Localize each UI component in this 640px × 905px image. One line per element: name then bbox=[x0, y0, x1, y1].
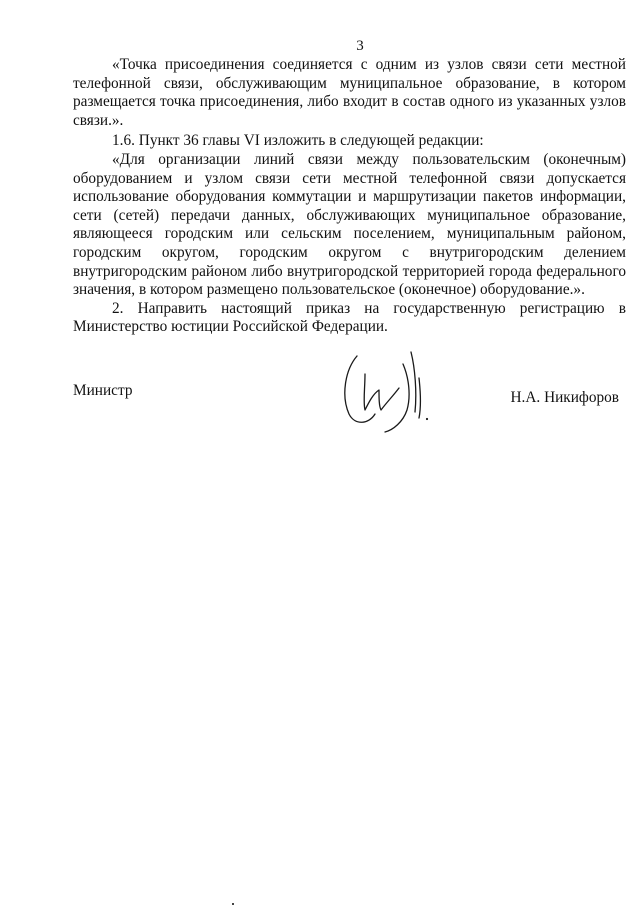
paragraph-connection-point: «Точка присоединения соединяется с одним из узлов связи сети местной телефонной связи, обслуживающим муниципальное образование, в котором размещается точка присоединения, либо входит в состав одного из указанных узлов связи.». bbox=[73, 56, 626, 129]
document-body bbox=[73, 56, 626, 337]
position-title: Министр bbox=[73, 382, 133, 399]
handwritten-signature bbox=[335, 348, 445, 448]
page-number: 3 bbox=[356, 38, 364, 54]
paragraph-communication-lines: «Для организации линий связи между пользовательским (оконечным) оборудованием и узлом связи сети местной телефонной связи допускается использование оборудования коммутации и маршрутизации пакетов информации, сети (сетей) передачи данных, обслуживающих муниципальное образование, являющееся городским или сельским поселением, муниципальным районом, городским округом, городским округом с внутригородским делением внутригородским районом либо внутригородской территорией города федерального значения, в котором размещено пользовательское (оконечное) оборудование.». bbox=[73, 150, 626, 299]
paragraph-item-1-6: 1.6. Пункт 36 главы VI изложить в следующей редакции: bbox=[112, 132, 484, 150]
signature-block bbox=[73, 380, 626, 460]
minister-name: Н.А. Никифоров bbox=[510, 389, 619, 406]
paragraph-registration: 2. Направить настоящий приказ на государственную регистрацию в Министерство юстиции Российской Федерации. bbox=[73, 299, 626, 336]
